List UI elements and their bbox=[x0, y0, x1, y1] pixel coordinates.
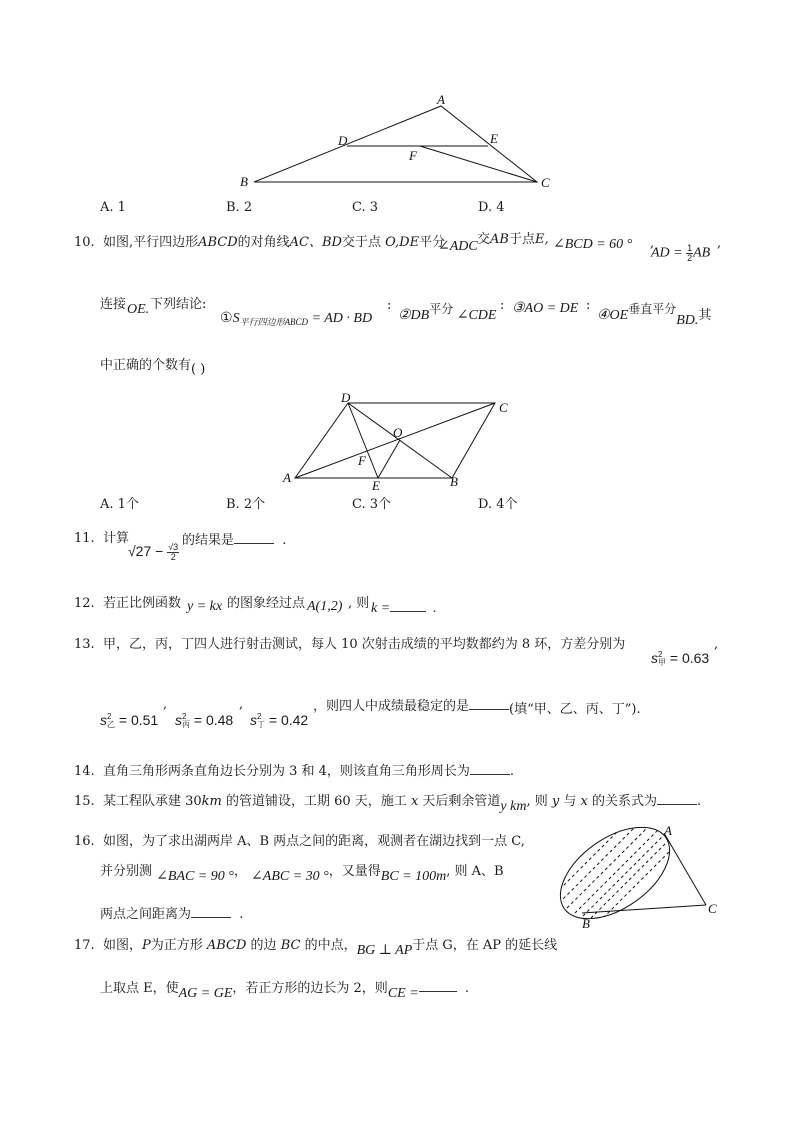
q10-line1-cont: 交AB于点E, bbox=[477, 232, 549, 247]
q11-expression: √27 − $\frac{√3}{2}$ bbox=[128, 542, 179, 562]
answer-blank[interactable] bbox=[234, 531, 274, 544]
q10-conclusions-label: 下列结论: bbox=[150, 297, 207, 312]
label-b: B bbox=[450, 474, 458, 489]
separator: : bbox=[387, 298, 392, 313]
label-c: C bbox=[708, 901, 717, 916]
q10-oe: OE. bbox=[127, 302, 150, 317]
label-f: F bbox=[358, 453, 366, 468]
comma: , bbox=[714, 637, 719, 652]
q17-line1: 17. 如图，P为正方形 ABCD 的边 BC 的中点，BG ⊥ AP于点 G，在 AP 的延长线 bbox=[74, 938, 558, 958]
q10-line3: 中正确的个数有( ) bbox=[100, 358, 206, 377]
label-a: A bbox=[283, 470, 291, 485]
label-a: A bbox=[437, 95, 445, 107]
q16-line1: 16. 如图，为了求出湖两岸 A、B 两点之间的距离，观测者在湖边找到一点 C, bbox=[74, 834, 525, 849]
diagonal-ac bbox=[295, 403, 495, 478]
comma: , bbox=[239, 697, 244, 712]
q10-angle-bcd: ∠BCD = 60 ° bbox=[553, 237, 633, 252]
comma: , bbox=[650, 236, 655, 251]
q10-line2-prefix: 连接 bbox=[100, 297, 127, 312]
q10-conclusion-1: $①S_{平行四边形ABCD}$ = AD · BD bbox=[220, 311, 373, 327]
answer-blank[interactable] bbox=[191, 905, 231, 918]
q10-option-b[interactable]: B. 2个 bbox=[226, 497, 266, 512]
segment-ac bbox=[664, 833, 706, 905]
label-f: F bbox=[409, 148, 417, 163]
q11-prefix: 11. 计算 bbox=[74, 531, 129, 546]
q10-angle-adc: ∠ADC bbox=[438, 239, 478, 254]
q9-option-c[interactable]: C. 3 bbox=[352, 200, 379, 215]
q9-option-d[interactable]: D. 4 bbox=[478, 200, 505, 215]
label-b: B bbox=[582, 916, 590, 931]
separator: : bbox=[586, 298, 591, 313]
segment-fc bbox=[420, 146, 537, 182]
q13-variance-yi: s 2 乙 = 0.51 bbox=[100, 712, 159, 730]
answer-blank[interactable] bbox=[470, 762, 510, 775]
label-o: O bbox=[393, 425, 403, 440]
q15: 15. 某工程队承建 30km 的管道铺设，工期 60 天，施工 x 天后剩余管道y km, 则 y 与 x 的关系式为 . bbox=[74, 794, 702, 814]
q13-variance-bing: s 2 丙 = 0.48 bbox=[175, 712, 234, 730]
label-d: D bbox=[338, 133, 348, 148]
q10-line1: 10. 如图,平行四边形ABCD的对角线AC、BD交于点 O,DE平分 bbox=[74, 235, 446, 250]
q13-line2: ，则四人中成绩最稳定的是 (填“甲、乙、丙、丁”). bbox=[313, 699, 641, 717]
q10-ad-half-ab: AD = $\frac{1}{2}$ AB bbox=[651, 243, 711, 263]
label-c: C bbox=[541, 175, 550, 190]
comma: , bbox=[717, 236, 722, 251]
q10-conclusion-3: ③AO = DE bbox=[512, 301, 579, 316]
answer-blank[interactable] bbox=[390, 599, 426, 612]
q16-line3: 两点之间距离为 . bbox=[100, 907, 244, 922]
q16-line2: 并分别测 ∠BAC = 90 °， ∠ABC = 30 °，又量得BC = 100m, 则 A、B bbox=[100, 864, 504, 884]
figure-triangle-abc bbox=[230, 95, 570, 195]
question-number: 10. bbox=[74, 235, 95, 250]
q13-variance-ding: s 2 丁 = 0.42 bbox=[250, 712, 309, 730]
separator: : bbox=[500, 298, 505, 313]
q14: 14. 直角三角形两条直角边长分别为 3 和 4，则该直角三角形周长为 . bbox=[74, 764, 515, 779]
label-a: A bbox=[664, 823, 672, 838]
q12-mid-text: 的图象经过点 bbox=[227, 596, 306, 611]
q12-point: A(1,2) bbox=[307, 599, 343, 614]
q17-line2: 上取点 E，使AG = GE，若正方形的边长为 2，则CE = . bbox=[100, 981, 470, 1001]
q11-suffix: 的结果是 . bbox=[182, 533, 287, 548]
q13-variance-jia: s 2 甲 = 0.63 bbox=[651, 650, 710, 668]
q10-option-c[interactable]: C. 3个 bbox=[352, 497, 392, 512]
label-d: D bbox=[341, 390, 351, 405]
q12-then: , 则 bbox=[348, 596, 370, 611]
q10-option-a[interactable]: A. 1个 bbox=[100, 497, 139, 512]
q9-option-a[interactable]: A. 1 bbox=[100, 200, 126, 215]
label-e: E bbox=[372, 478, 380, 490]
q12-function: y = kx bbox=[187, 599, 223, 614]
q9-option-b[interactable]: B. 2 bbox=[226, 200, 253, 215]
q10-conclusion-2: ②DB平分 ∠CDE bbox=[398, 302, 497, 323]
q12-prefix: 12. 若正比例函数 bbox=[74, 596, 181, 611]
answer-blank[interactable] bbox=[657, 792, 697, 805]
label-e: E bbox=[490, 131, 498, 146]
q10-conclusion-4: ④OE垂直平分BD.其 bbox=[597, 302, 712, 328]
answer-blank[interactable] bbox=[469, 697, 509, 710]
q10-option-d[interactable]: D. 4个 bbox=[478, 497, 518, 512]
label-b: B bbox=[240, 174, 248, 189]
label-c: C bbox=[499, 400, 508, 415]
figure-lake bbox=[550, 815, 730, 935]
comma: , bbox=[163, 697, 168, 712]
q13-line1: 13. 甲，乙，丙，丁四人进行射击测试，每人 10 次射击成绩的平均数都约为 8 环，方差分别为 bbox=[74, 637, 626, 652]
answer-blank[interactable] bbox=[419, 979, 457, 992]
figure-parallelogram-abcd bbox=[280, 390, 520, 490]
q12-k-answer: k = . bbox=[371, 601, 437, 616]
